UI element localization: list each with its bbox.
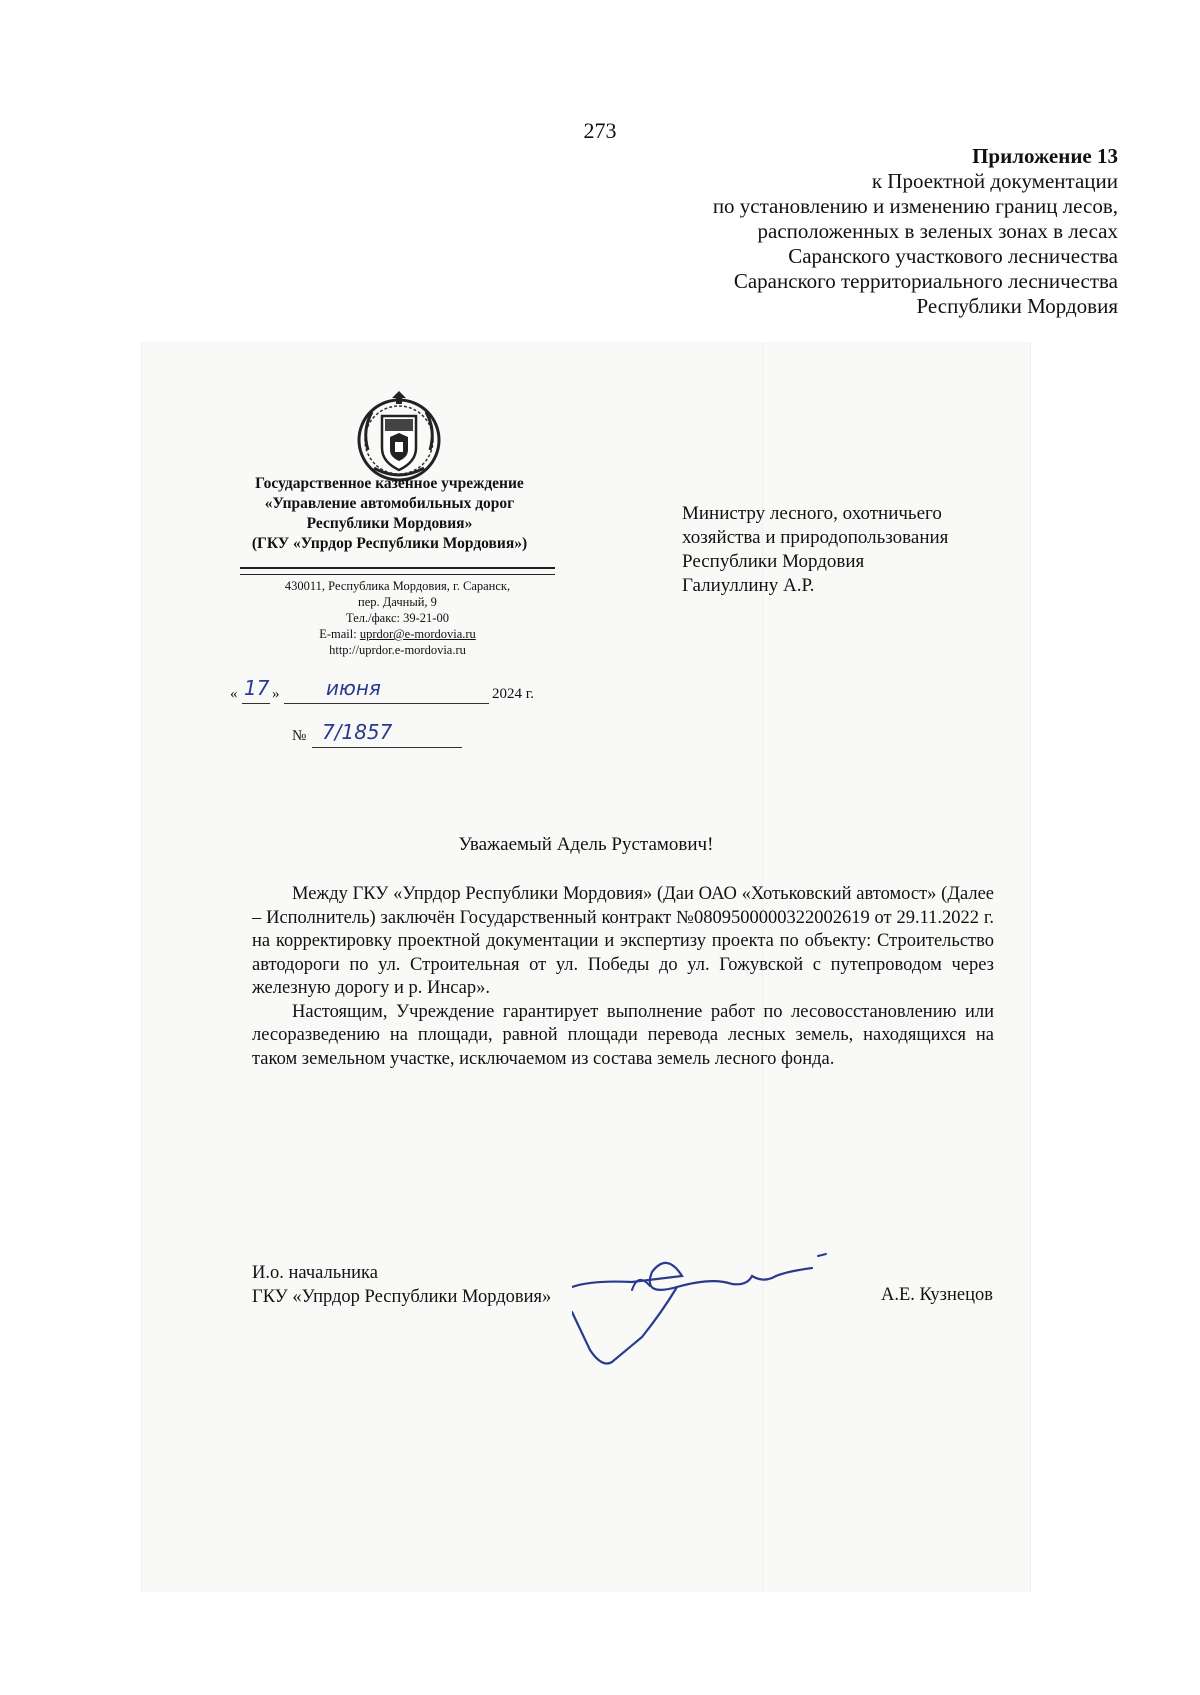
letter-body — [252, 883, 994, 1071]
phone: Тел./факс: 39-21-00 — [346, 611, 449, 625]
number-label: № — [292, 728, 307, 744]
appendix-line: к Проектной документации — [871, 169, 1118, 193]
organization-contacts — [240, 578, 555, 658]
date-year: 2024 г. — [492, 686, 534, 702]
number-underline — [312, 746, 462, 748]
appendix-line: по установлению и изменению границ лесов, — [712, 194, 1118, 218]
signatory-org: ГКУ «Упрдор Республики Мордовия» — [252, 1286, 552, 1307]
header-divider — [240, 567, 555, 575]
letter-number — [292, 720, 472, 750]
email-row — [240, 626, 555, 642]
scanned-letter — [141, 342, 1031, 1592]
appendix-line: Саранского участкового лесничества — [788, 244, 1118, 268]
page-number: 273 — [583, 118, 617, 143]
appendix-header — [418, 144, 1118, 319]
letter-date — [230, 676, 560, 706]
salutation: Уважаемый Адель Рустамович! — [458, 834, 714, 855]
date-close-quote: » — [272, 686, 280, 702]
appendix-line: Республики Мордовия — [916, 294, 1118, 318]
body-paragraph: Настоящим, Учреждение гарантирует выполнение работ по лесовосстановлению или лесоразведению на площади, равной площади перевода лесных земель, находящихся на таком земельном участке, исключаемом из состава земель лесного фонда. — [252, 1001, 994, 1069]
handwritten-signature — [572, 1242, 832, 1382]
signatory-position — [252, 1262, 612, 1309]
org-line: Республики Мордовия» — [306, 515, 473, 532]
organization-name — [222, 474, 557, 554]
date-month: июня — [326, 676, 381, 700]
org-line: Государственное казенное учреждение — [255, 475, 524, 492]
mordovia-coat-of-arms-icon — [354, 390, 444, 486]
address-line: пер. Дачный, 9 — [358, 595, 437, 609]
org-line: (ГКУ «Упрдор Республики Мордовия») — [251, 535, 528, 552]
recipient-line: Республики Мордовия — [682, 551, 865, 572]
recipient-line: Министру лесного, охотничьего — [682, 503, 942, 524]
recipient-line: хозяйства и природопользования — [682, 527, 949, 548]
number-value: 7/1857 — [322, 720, 393, 744]
date-month-underline — [284, 702, 489, 704]
appendix-line: Саранского территориального лесничества — [733, 269, 1118, 293]
recipient-line: Галиуллину А.Р. — [682, 575, 815, 596]
email-link[interactable]: uprdor@e-mordovia.ru — [359, 627, 476, 641]
recipient-block — [682, 502, 1002, 598]
appendix-line: расположенных в зеленых зонах в лесах — [757, 219, 1118, 243]
website-link[interactable]: http://uprdor.e-mordovia.ru — [329, 643, 466, 657]
address-line: 430011, Республика Мордовия, г. Саранск, — [284, 579, 511, 593]
email-label: E-mail: — [319, 627, 357, 641]
appendix-title: Приложение 13 — [972, 144, 1118, 168]
signatory-title: И.о. начальника — [252, 1263, 378, 1283]
org-line: «Управление автомобильных дорог — [264, 495, 515, 512]
body-paragraph: Между ГКУ «Упрдор Республики Мордовия» (Даи ОАО «Хотьковский автомост» (Далее – Исполнитель) заключён Государственный контракт №0809500000322002619 от 29.11.2022 г. на корректировку проектной документации и экспертизу проекта по объекту: Строительство автодороги по ул. Строительная от ул. Победы до ул. Гожувской с путепроводом через железную дорогу и р. Инсар». — [252, 884, 994, 998]
date-day: 17 — [244, 676, 270, 700]
date-open-quote: « — [230, 686, 238, 702]
date-day-underline — [242, 702, 270, 704]
signatory-name: А.Е. Кузнецов — [880, 1285, 993, 1305]
